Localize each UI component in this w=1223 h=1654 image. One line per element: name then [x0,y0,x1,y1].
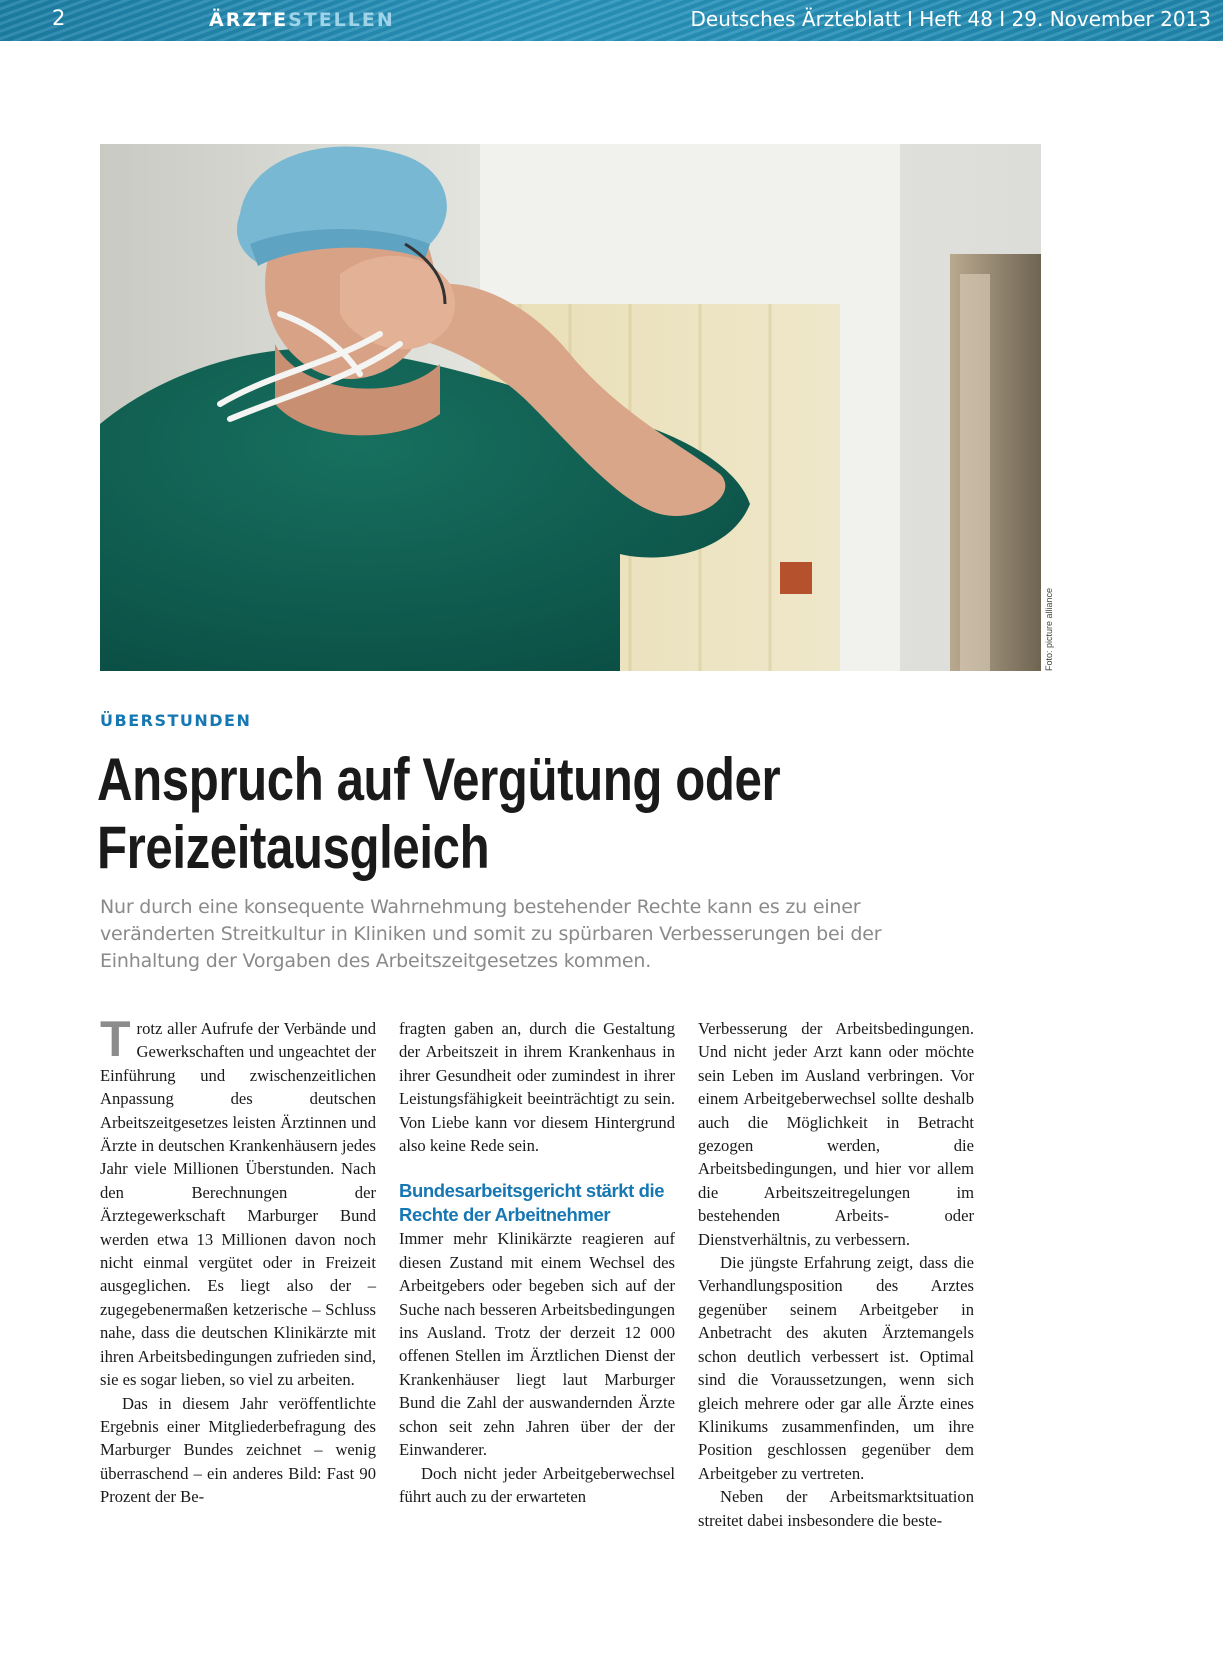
paragraph [100,1011,376,1392]
body-column-3 [698,1017,974,1532]
doctor-photo-illustration [100,144,1041,671]
article-title-line-1: Anspruch auf Vergütung oder [97,746,781,813]
drop-cap: T [100,1011,131,1067]
issue-info: Deutsches Ärzteblatt I Heft 48 I 29. November 2013 [690,7,1211,31]
article-title [97,746,835,882]
body-column-2 [399,1017,675,1508]
article-title-line-2: Freizeitausgleich [97,814,490,881]
section-logo-part-2: STELLEN [288,9,395,31]
article-kicker: ÜBERSTUNDEN [100,711,252,730]
paragraph: Das in diesem Jahr veröffentlichte Ergebnis einer Mitgliederbefragung des Marburger Bundes zeichnet – wenig überraschend – ein anderes Bild: Fast 90 Prozent der Be- [100,1393,376,1507]
paragraph: Doch nicht jeder Arbeitgeberwechsel führt auch zu der erwarteten [399,1463,675,1506]
paragraph-text: rotz aller Aufrufe der Verbände und Gewerkschaften und ungeachtet der Einführung und zwischenzeitlichen Anpassung des deutschen Arbeitszeitgesetzes leisten Ärztinnen und Ärzte in deutschen Krankenhäusern jedes Jahr viele Millionen Überstunden. Nach den Berechnungen der Ärztegewerkschaft Marburger Bund werden etwa 13 Millionen davon noch nicht einmal vergütet oder in Freizeit ausgeglichen. Es liegt also der – zugegebenermaßen ketzerische – Schluss nahe, dass die deutschen Klinikärzte mit ihren Arbeitsbedingungen zufrieden sind, sie es sogar lieben, so viel zu arbeiten. [100,1019,376,1390]
paragraph: Immer mehr Klinikärzte reagieren auf diesen Zustand mit einem Wechsel des Arbeitgebers oder begeben sich auf der Suche nach besseren Arbeitsbedingungen ins Ausland. Trotz der derzeit 12 000 offenen Stellen im Ärztlichen Dienst der Krankenhäuser liegt laut Marburger Bund die Zahl der auswandernden Ärzte schon seit zehn Jahren über der der Einwanderer. [399,1229,675,1460]
paragraph: fragten gaben an, durch die Gestaltung der Arbeitszeit in ihrem Krankenhaus in ihrer Gesundheit oder zumindest in ihrer Leistungsfähigkeit beeinträchtigt zu sein. Von Liebe kann vor diesem Hintergrund also keine Rede sein. [399,1019,675,1156]
section-logo [209,9,395,31]
paragraph: Verbesserung der Arbeitsbedingungen. Und nicht jeder Arzt kann oder möchte sein Leben im Ausland verbringen. Vor einem Arbeitgeberwechsel sollte deshalb auch die Möglichkeit in Betracht gezogen werden, die Arbeitsbedingungen, und hier vor allem die Arbeitszeitregelungen im bestehenden Arbeits- oder Dienstverhältnis, zu verbessern. [698,1019,974,1249]
section-logo-part-1: ÄRZTE [209,9,289,31]
article-subheading: Bundesarbeitsgericht stärkt die Rechte der Arbeitnehmer [399,1180,665,1226]
paragraph: Die jüngste Erfahrung zeigt, dass die Verhandlungsposition des Arztes gegenüber seinem Arbeitgeber in Anbetracht des akuten Ärztemangels schon deutlich verbessert ist. Optimal sind die Voraussetzungen, wenn sich gleich mehrere oder gar alle Ärzte eines Klinikums zusammenfinden, um ihre Position geschlossen gegenüber dem Arbeitgeber zu vertreten. [698,1253,974,1483]
body-column-1 [100,1011,376,1509]
page-header [0,0,1223,41]
page-number: 2 [52,6,66,30]
paragraph: Neben der Arbeitsmarktsituation streitet dabei insbesondere die beste- [698,1487,974,1530]
photo-credit: Foto: picture alliance [1044,587,1054,671]
article-photo [100,144,1041,671]
article-lead: Nur durch eine konsequente Wahrnehmung bestehender Rechte kann es zu einer veränderten Streitkultur in Kliniken und somit zu spürbaren Verbesserungen bei der Einhaltung der Vorgaben des Arbeitszeitgesetzes kommen. [100,896,882,972]
